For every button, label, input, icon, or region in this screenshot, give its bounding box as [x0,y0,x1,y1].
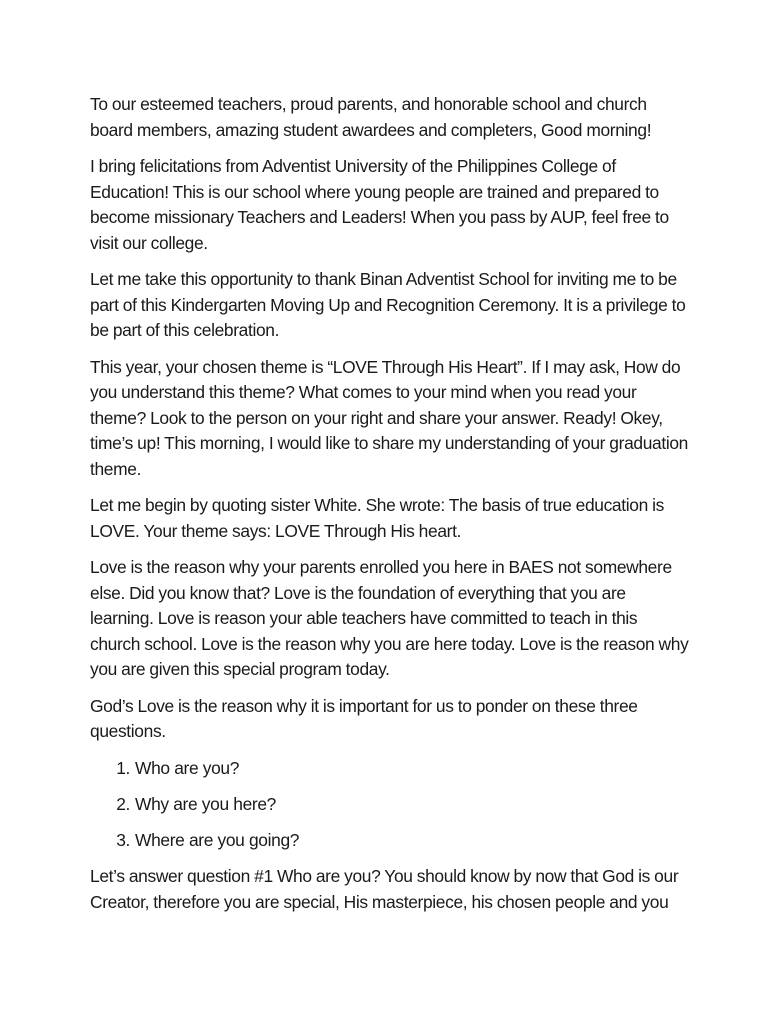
list-item-text: Who are you? [135,757,240,778]
list-item-number: 2. [116,793,130,814]
paragraph-quote: Let me begin by quoting sister White. She wrote: The basis of true education is LOVE. Your theme says: LOVE Through His heart. [90,495,664,541]
paragraph-answer-question-one: Let’s answer question #1 Who are you? You should know by now that God is our Creator, therefore you are special, His masterpiece, his chosen people and you [90,866,679,912]
paragraph-greeting: To our esteemed teachers, proud parents, and honorable school and church board members, amazing student awardees and completers, Good morning! [90,94,652,140]
paragraph-felicitations: I bring felicitations from Adventist University of the Philippines College of Education! This is our school where young people are trained and prepared to become missionary Teachers and Leaders! When you pass by AUP, feel free to visit our college. [90,156,669,253]
list-item-text: Why are you here? [135,793,276,814]
list-item [90,756,690,782]
paragraph-questions-intro: God’s Love is the reason why it is important for us to ponder on these three questions. [90,695,638,741]
questions-list [90,756,690,854]
list-item [90,792,690,818]
list-item-number: 1. [116,757,130,778]
paragraph-thanks: Let me take this opportunity to thank Binan Adventist School for inviting me to be part of this Kindergarten Moving Up and Recognition Ceremony. It is a privilege to be part of this celebration. [90,269,686,340]
document-page [90,92,690,926]
paragraph-theme: This year, your chosen theme is “LOVE Through His Heart”. If I may ask, How do you understand this theme? What comes to your mind when you read your theme? Look to the person on your right and share your answer. Ready! Okey, time’s up! This morning, I would like to share my understanding of your graduation theme. [90,356,688,479]
list-item-text: Where are you going? [135,829,300,850]
list-item-number: 3. [116,829,130,850]
list-item [90,828,690,854]
paragraph-love-reason: Love is the reason why your parents enrolled you here in BAES not somewhere else. Did you know that? Love is the foundation of everything that you are learning. Love is reason your able teachers have committed to teach in this church school. Love is the reason why you are here today. Love is the reason why you are given this special program today. [90,557,689,679]
